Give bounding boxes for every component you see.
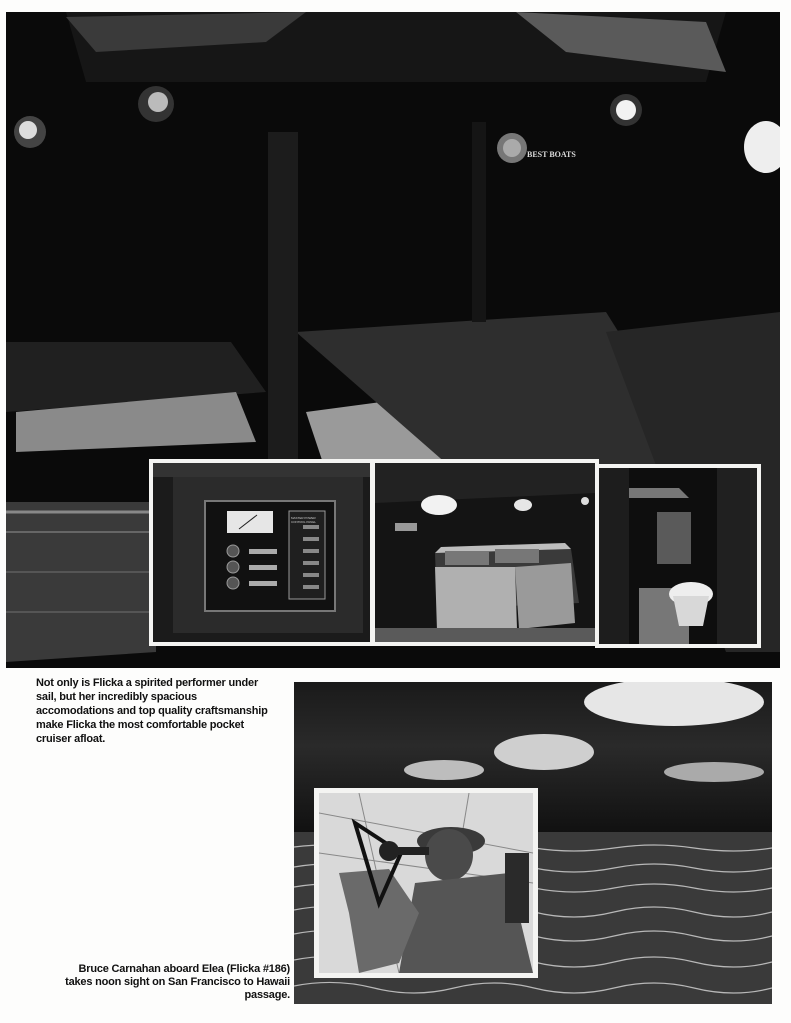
control-panel-title: MASTER POWER CONTROL PANEL [291, 516, 317, 524]
navigator-sextant-photo [314, 788, 538, 978]
control-panel-inset-photo [149, 459, 374, 646]
navigator-caption: Bruce Carnahan aboard Elea (Flicka #186) takes noon sight on San Francisco to Hawaii passage. [65, 963, 290, 1001]
interior-caption: Not only is Flicka a spirited performer under sail, but her incredibly spacious accomodations and top quality craftsmanship make Flicka the most comfortable pocket cruiser afloat. [36, 677, 268, 745]
head-inset-photo [595, 464, 761, 648]
best-boats-sign: BEST BOATS [527, 150, 576, 159]
galley-inset-photo [371, 459, 599, 646]
